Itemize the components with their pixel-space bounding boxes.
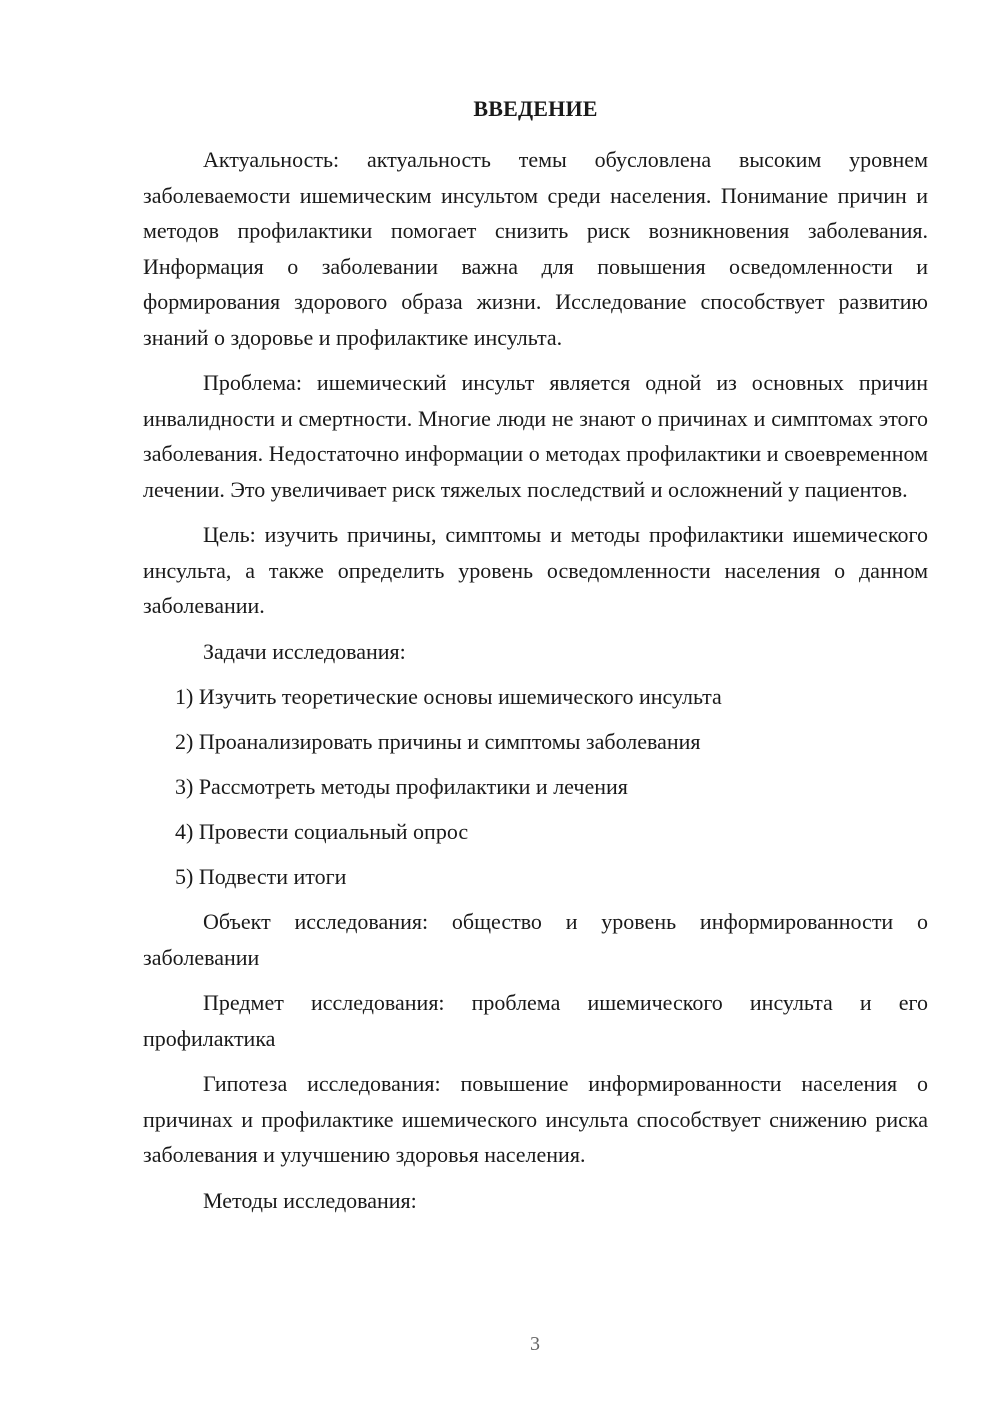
- methods-heading: Методы исследования:: [203, 1187, 417, 1213]
- paragraph-hypothesis: Гипотеза исследования: повышение информированности населения о причинах и профилактике ишемического инсульта способствует снижению риска заболевания и улучшению здоровья населения.: [143, 1071, 928, 1167]
- paragraph-relevance: Актуальность: актуальность темы обусловлена высоким уровнем заболеваемости ишемическим инсультом среди населения. Понимание причин и методов профилактики помогает снизить риск возникновения заболевания. Информация о заболевании важна для повышения осведомленности и формирования здорового образа жизни. Исследование способствует развитию знаний о здоровье и профилактике инсульта.: [143, 147, 928, 350]
- list-item: 1) Изучить теоретические основы ишемического инсульта: [175, 684, 722, 709]
- document-body: [143, 142, 928, 1228]
- tasks-heading: Задачи исследования:: [203, 638, 406, 664]
- list-item: 3) Рассмотреть методы профилактики и лечения: [175, 774, 628, 799]
- list-item: 4) Провести социальный опрос: [175, 819, 469, 844]
- paragraph-object: Объект исследования: общество и уровень информированности о заболевании: [143, 909, 928, 970]
- paragraph-subject: Предмет исследования: проблема ишемического инсульта и его профилактика: [143, 990, 928, 1051]
- page-title: ВВЕДЕНИЕ: [473, 96, 598, 121]
- list-item: 5) Подвести итоги: [175, 864, 347, 889]
- paragraph-goal: Цель: изучить причины, симптомы и методы профилактики ишемического инсульта, а также определить уровень осведомленности населения о данном заболевании.: [143, 522, 928, 618]
- tasks-list: [143, 679, 928, 895]
- page-number: 3: [530, 1333, 540, 1355]
- paragraph-problem: Проблема: ишемический инсульт является одной из основных причин инвалидности и смертности. Многие люди не знают о причинах и симптомах этого заболевания. Недостаточно информации о методах профилактики и своевременном лечении. Это увеличивает риск тяжелых последствий и осложнений у пациентов.: [143, 370, 928, 502]
- list-item: 2) Проанализировать причины и симптомы заболевания: [175, 729, 701, 754]
